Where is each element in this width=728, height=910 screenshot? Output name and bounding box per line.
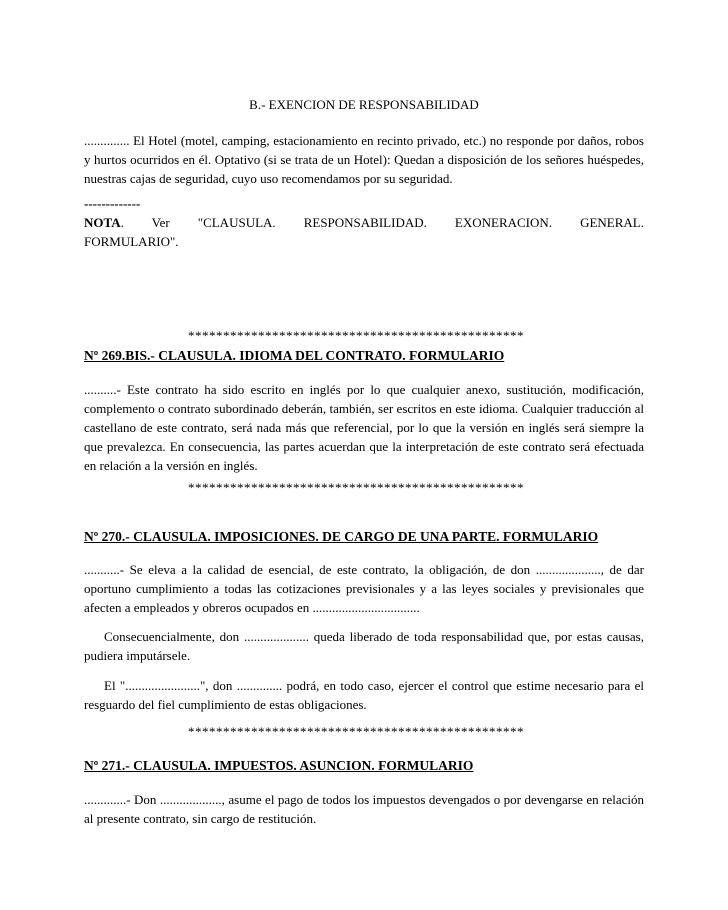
clause-269bis-heading: Nº 269.BIS.- CLAUSULA. IDIOMA DEL CONTRATO. FORMULARIO bbox=[84, 348, 505, 363]
separator-3: ************************************************ bbox=[188, 724, 524, 739]
clause-270-paragraph-1: ...........- Se eleva a la calidad de esencial, de este contrato, la obligación, de don ...................., de dar oportuno cumplimiento a todas las cotizaciones previsionales y a las leyes sociales y previsionales que afecten a empleados y obreros ocupados en ................................. bbox=[84, 562, 644, 615]
section-b-title: B.- EXENCION DE RESPONSABILIDAD bbox=[249, 97, 479, 112]
clause-269bis-paragraph: ..........- Este contrato ha sido escrito en inglés por lo que cualquier anexo, sustitución, modificación, complemento o contrato subordinado deberán, también, ser escritos en este idioma. Cualquier traducción al castellano de este contrato, será nada más que referencial, por lo que la versión en inglés será siempre la que prevalezca. En consecuencia, las partes acuerdan que la interpretación de este contrato será efectuada en relación a la versión en inglés. bbox=[84, 382, 644, 473]
clause-271-paragraph: .............- Don ..................., asume el pago de todos los impuestos devengados o por devengarse en relación al presente contrato, sin cargo de restitución. bbox=[84, 792, 644, 826]
separator-2: ************************************************ bbox=[188, 480, 524, 495]
clause-270-paragraph-3: El ".......................", don .............. podrá, en todo caso, ejercer el control que estime necesario para el resguardo del fiel cumplimiento de estas obligaciones. bbox=[84, 678, 644, 712]
nota-text-line-1: . Ver "CLAUSULA. RESPONSABILIDAD. EXONERACION. GENERAL. bbox=[120, 215, 644, 230]
section-b-paragraph: .............. El Hotel (motel, camping, estacionamiento en recinto privado, etc.) no responde por daños, robos y hurtos ocurridos en él. Optativo (si se trata de un Hotel): Quedan a disposición de los señores huéspedes, nuestras cajas de seguridad, cuyo uso recomendamos por su seguridad. bbox=[84, 133, 644, 186]
nota-dashes: ------------- bbox=[84, 196, 141, 211]
clause-270-paragraph-2: Consecuencialmente, don .................... queda liberado de toda responsabilidad que, por estas causas, pudiera imputársele. bbox=[84, 629, 644, 663]
clause-270-heading: Nº 270.- CLAUSULA. IMPOSICIONES. DE CARGO DE UNA PARTE. FORMULARIO bbox=[84, 529, 599, 544]
clause-271-heading: Nº 271.- CLAUSULA. IMPUESTOS. ASUNCION. FORMULARIO bbox=[84, 758, 474, 773]
nota-line-1 bbox=[84, 213, 644, 232]
nota-text-line-2: FORMULARIO". bbox=[84, 234, 179, 249]
nota-block bbox=[84, 194, 644, 251]
nota-label: NOTA bbox=[84, 215, 121, 230]
separator-1: ************************************************ bbox=[188, 328, 524, 343]
